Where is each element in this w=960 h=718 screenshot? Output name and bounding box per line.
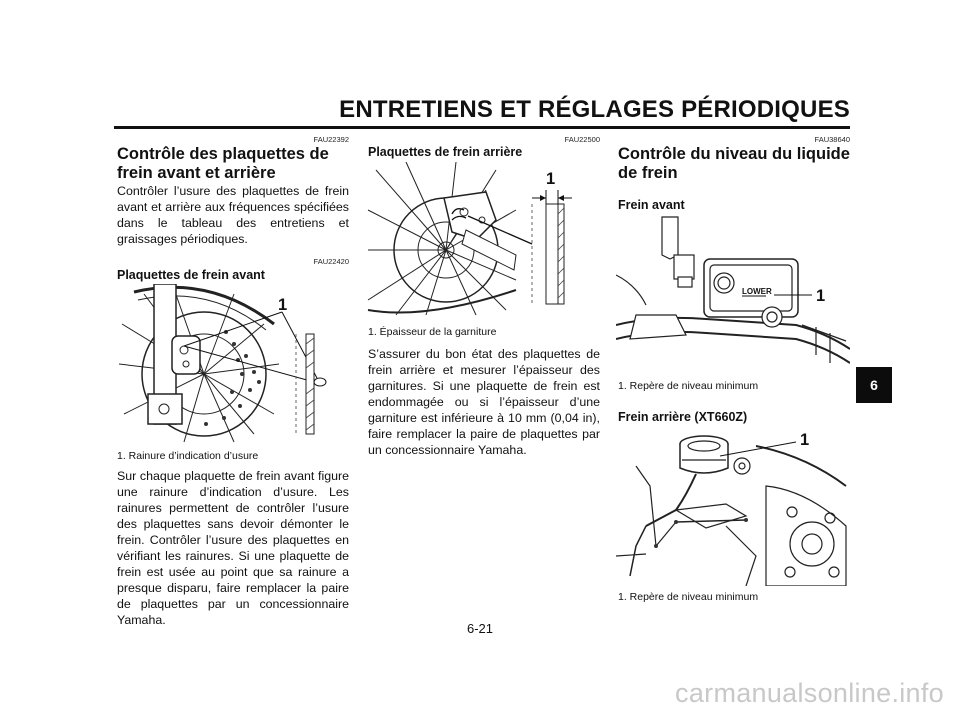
section-code: FAU22500: [564, 135, 600, 144]
page-number: 6-21: [466, 621, 494, 636]
section-code: FAU22392: [313, 135, 349, 144]
subsection-code: FAU22420: [313, 257, 349, 266]
section-heading: Contrôle des plaquettes de frein avant et arrière: [117, 145, 329, 182]
front-reservoir-drawing: [616, 215, 850, 373]
watermark: carmanualsonline.info: [675, 678, 944, 708]
section-heading: Contrôle du niveau du liquide de frein: [618, 145, 850, 182]
reservoir-level-label: LOWER: [742, 287, 772, 296]
header-rule: [114, 126, 850, 129]
subsection-heading: Plaquettes de frein arrière: [368, 145, 523, 159]
section-code: FAU38640: [814, 135, 850, 144]
figure-caption: 1. Épaisseur de la garniture: [368, 326, 497, 338]
callout-number: 1: [816, 287, 826, 305]
rear-brake-drawing: [366, 160, 600, 316]
rear-brake-illustration: [366, 160, 600, 316]
page-header-title: ENTRETIENS ET RÉGLAGES PÉRIODIQUES: [339, 96, 850, 123]
rear-reservoir-illustration: [616, 426, 850, 586]
body-paragraph: Sur chaque plaquette de frein avant figure une rainure d’indication d’usure. Les rainures permettent de contrôler l’usure des plaquettes sans devoir démonter le frein. Contrôler l’usure des plaquettes en vérifiant les rainures. Si une plaquette de frein est usée au point que sa rainure a presque disparu, faire remplacer la paire de plaquettes par un concessionnaire Yamaha.: [117, 469, 349, 627]
callout-number: 1: [546, 170, 556, 188]
subsection-heading-rear: Frein arrière (XT660Z): [618, 410, 748, 424]
body-paragraph: S’assurer du bon état des plaquettes de frein arrière et mesurer l’épaisseur des garnitures. Si une plaquette de frein est endommagée ou si l’épaisseur d’une garniture est inférieure à 10 mm (0,04 in), faire remplacer la paire de plaquettes par un concessionnaire Yamaha.: [368, 347, 600, 457]
pad-detail: [296, 334, 326, 434]
chapter-tab[interactable]: 6: [856, 367, 892, 403]
callout-number: 1: [800, 431, 810, 449]
subsection-heading: Plaquettes de frein avant: [117, 268, 265, 282]
figure-caption: 1. Repère de niveau minimum: [618, 380, 759, 392]
intro-paragraph: Contrôler l’usure des plaquettes de frein avant et arrière aux fréquences spécifiées dans le tableau des entretiens et graissages périodiques.: [117, 184, 349, 246]
front-reservoir-illustration: [616, 215, 850, 373]
front-brake-drawing: [114, 284, 346, 444]
callout-number: 1: [278, 296, 288, 314]
thickness-detail: [532, 190, 572, 304]
figure-caption: 1. Repère de niveau minimum: [618, 591, 759, 603]
front-brake-illustration: [114, 284, 346, 444]
subsection-heading-front: Frein avant: [618, 198, 685, 212]
figure-caption: 1. Rainure d’indication d’usure: [117, 450, 259, 462]
rear-reservoir-drawing: [616, 426, 850, 586]
